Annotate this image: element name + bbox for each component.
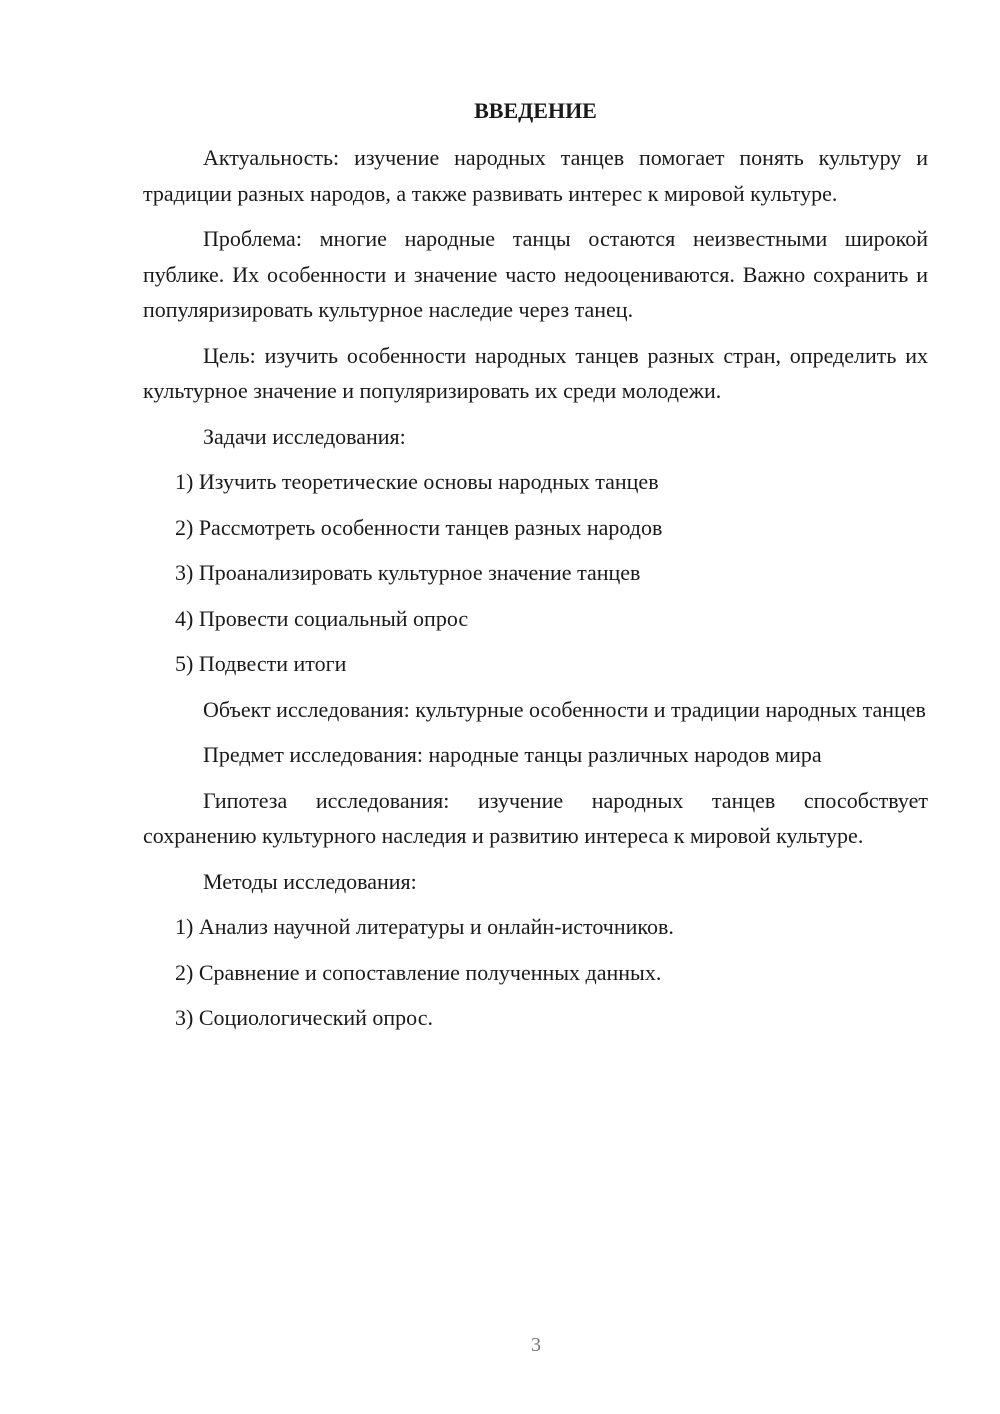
document-page (143, 96, 928, 1046)
problem-paragraph: Проблема: многие народные танцы остаются неизвестными широкой публике. Их особенности и значение часто недооцениваются. Важно сохранить и популяризировать культурное наследие через танец. (143, 226, 928, 322)
list-item: 4) Провести социальный опрос (175, 605, 469, 631)
tasks-heading: Задачи исследования: (203, 423, 406, 449)
page-number: 3 (531, 1334, 541, 1356)
goal-paragraph: Цель: изучить особенности народных танцев разных стран, определить их культурное значение и популяризировать их среди молодежи. (143, 342, 928, 403)
list-item: 2) Рассмотреть особенности танцев разных народов (175, 514, 663, 540)
object-paragraph: Объект исследования: культурные особенности и традиции народных танцев (203, 696, 926, 722)
list-item: 3) Социологический опрос. (175, 1005, 433, 1030)
list-item: 1) Изучить теоретические основы народных танцев (175, 469, 659, 494)
list-item: 3) Проанализировать культурное значение танцев (175, 560, 641, 585)
list-item: 1) Анализ научной литературы и онлайн-источников. (175, 914, 674, 939)
relevance-paragraph: Актуальность: изучение народных танцев помогает понять культуру и традиции разных народов, а также развивать интерес к мировой культуре. (143, 145, 928, 206)
list-item: 2) Сравнение и сопоставление полученных данных. (175, 959, 662, 985)
subject-paragraph: Предмет исследования: народные танцы различных народов мира (203, 742, 822, 767)
methods-list (143, 909, 928, 1036)
section-title: ВВЕДЕНИЕ (474, 98, 597, 123)
tasks-list (143, 464, 928, 682)
list-item: 5) Подвести итоги (175, 651, 347, 676)
methods-heading: Методы исследования: (203, 868, 417, 894)
hypothesis-paragraph: Гипотеза исследования: изучение народных танцев способствует сохранению культурного наследия и развитию интереса к мировой культуре. (143, 787, 928, 848)
